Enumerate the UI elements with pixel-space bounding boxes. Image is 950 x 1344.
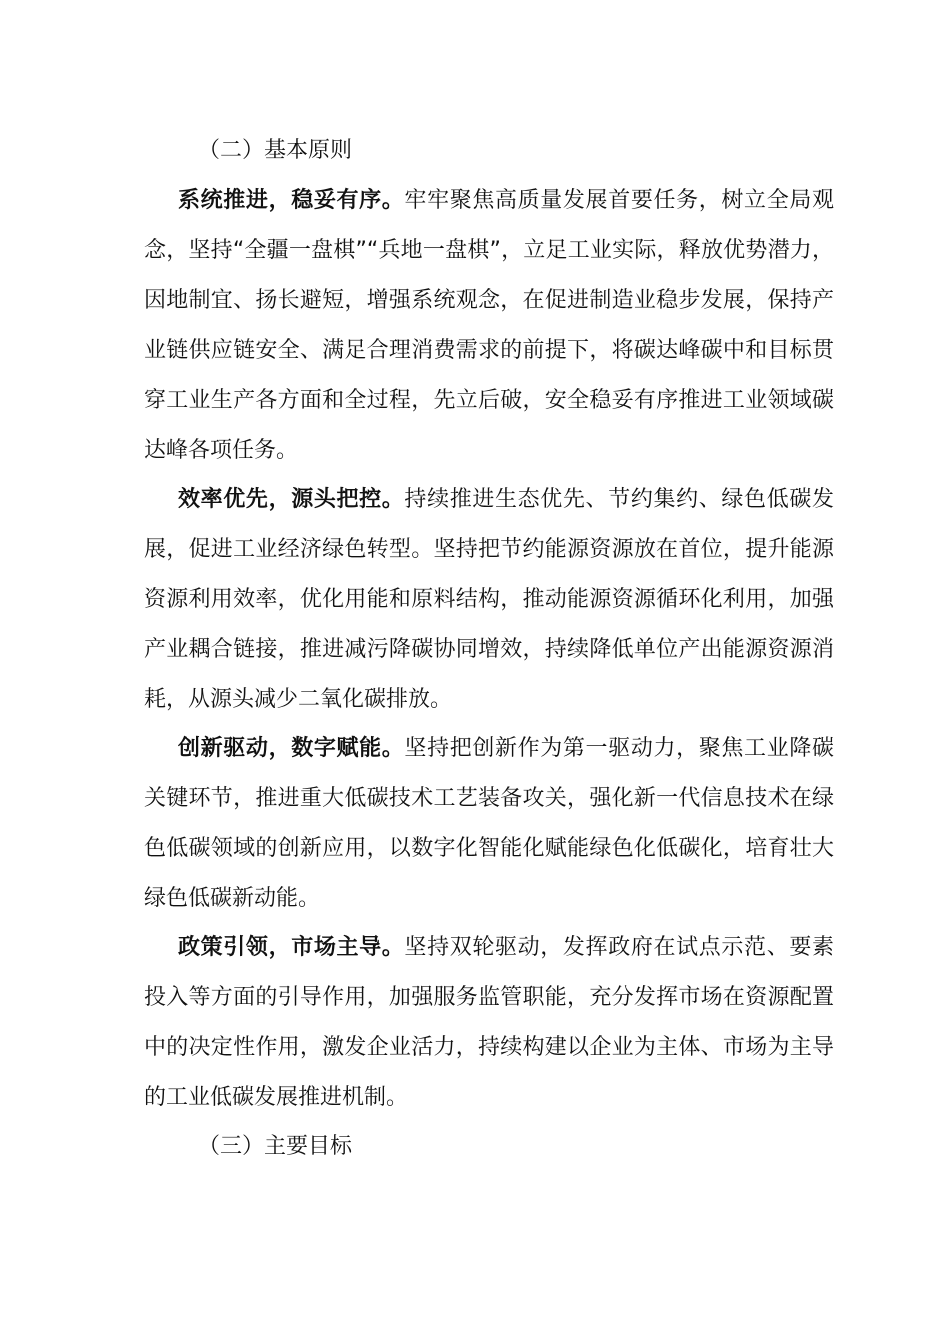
paragraph-systematic-advancement xyxy=(144,176,834,476)
paragraph-body: 坚持把创新作为第一驱动力，聚焦工业降碳关键环节，推进重大低碳技术工艺装备攻关，强化新一代信息技术在绿色低碳领域的创新应用，以数字化智能化赋能绿色化低碳化，培育壮大绿色低碳新动能。 xyxy=(144,736,834,911)
paragraph-lead: 效率优先，源头把控。 xyxy=(178,487,405,512)
paragraph-lead: 政策引领，市场主导。 xyxy=(178,935,405,960)
section-heading-main-goals: （三）主要目标 xyxy=(198,1134,353,1159)
paragraph-body: 持续推进生态优先、节约集约、绿色低碳发展，促进工业经济绿色转型。坚持把节约能源资源放在首位，提升能源资源利用效率，优化用能和原料结构，推动能源资源循环化利用，加强产业耦合链接，推进减污降碳协同增效，持续降低单位产出能源资源消耗，从源头减少二氧化碳排放。 xyxy=(144,487,834,712)
paragraph-policy-guidance xyxy=(144,923,834,1123)
paragraph-lead: 创新驱动，数字赋能。 xyxy=(178,736,405,761)
section-heading-basic-principles: （二）基本原则 xyxy=(198,138,353,163)
paragraph-efficiency-priority xyxy=(144,475,834,725)
paragraph-innovation-driven xyxy=(144,724,834,924)
paragraph-body: 牢牢聚焦高质量发展首要任务，树立全局观念，坚持“全疆一盘棋”“兵地一盘棋”，立足工业实际，释放优势潜力，因地制宜、扬长避短，增强系统观念，在促进制造业稳步发展，保持产业链供应链安全、满足合理消费需求的前提下，将碳达峰碳中和目标贯穿工业生产各方面和全过程，先立后破，安全稳妥有序推进工业领域碳达峰各项任务。 xyxy=(144,188,834,463)
paragraph-body: 坚持双轮驱动，发挥政府在试点示范、要素投入等方面的引导作用，加强服务监管职能，充分发挥市场在资源配置中的决定性作用，激发企业活力，持续构建以企业为主体、市场为主导的工业低碳发展推进机制。 xyxy=(144,935,834,1110)
paragraph-lead: 系统推进，稳妥有序。 xyxy=(178,188,405,213)
